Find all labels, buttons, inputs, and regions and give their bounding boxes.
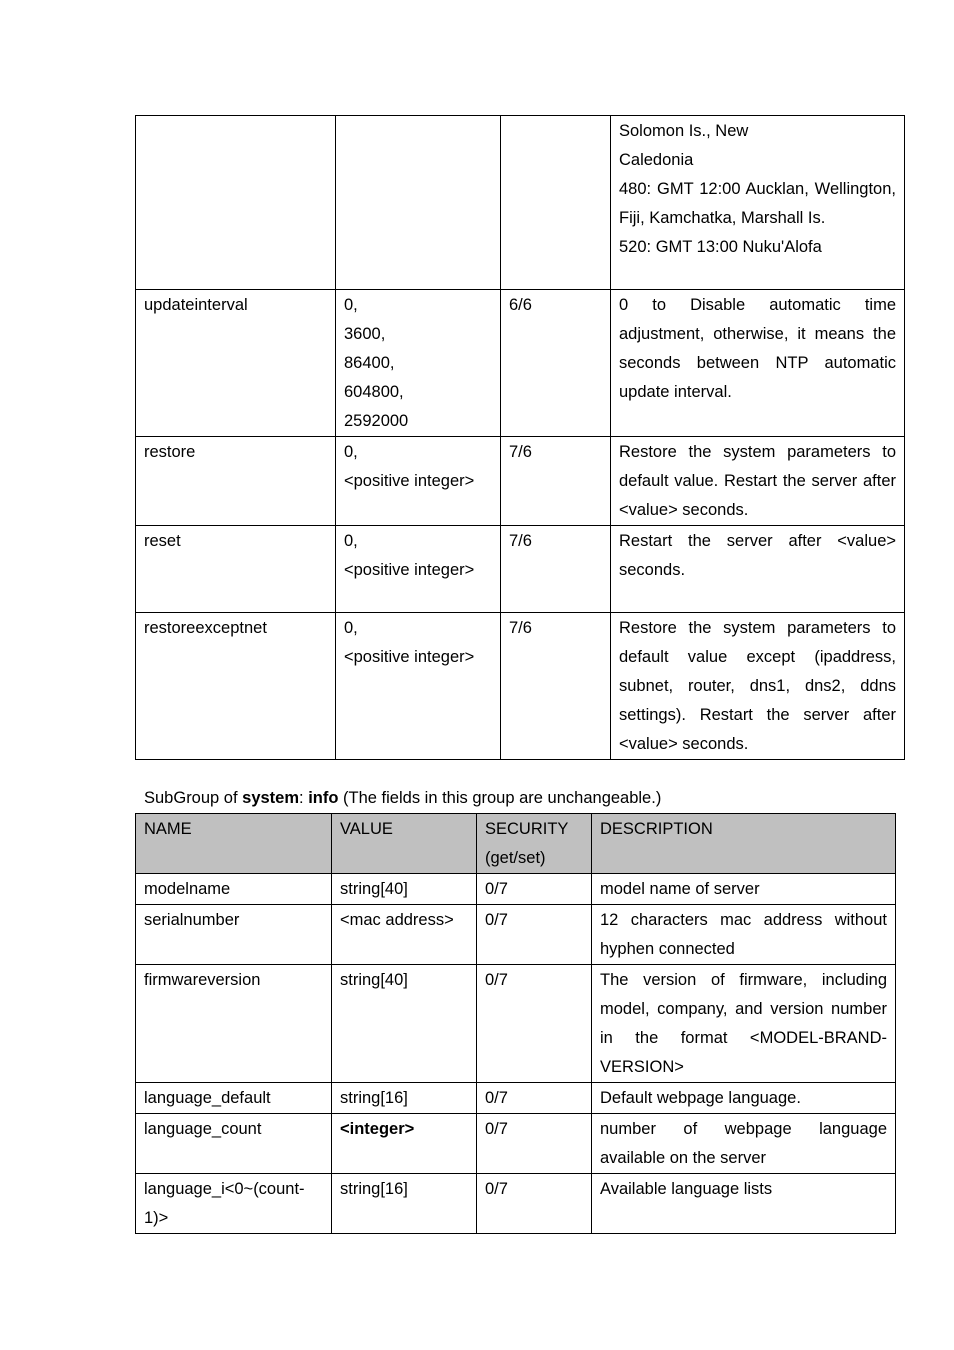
caption-group: system bbox=[242, 789, 300, 807]
name-cell: firmwareversion bbox=[136, 965, 332, 1083]
name-cell: reset bbox=[136, 526, 336, 613]
table-row bbox=[136, 1174, 896, 1234]
name-cell: modelname bbox=[136, 874, 332, 905]
table-row bbox=[136, 1114, 896, 1174]
table-row bbox=[136, 1083, 896, 1114]
table-row bbox=[136, 874, 896, 905]
name-cell: language_default bbox=[136, 1083, 332, 1114]
description-cell: Restore the system parameters to default value. Restart the server after <value> seconds. bbox=[611, 437, 905, 526]
value-cell bbox=[336, 437, 501, 526]
value-cell: string[40] bbox=[332, 965, 477, 1083]
table-row bbox=[136, 437, 905, 526]
caption-prefix: SubGroup of bbox=[144, 789, 243, 807]
value-line: <positive integer> bbox=[344, 561, 475, 579]
security-cell: 0/7 bbox=[477, 965, 592, 1083]
value-line: <positive integer> bbox=[344, 472, 475, 490]
value-cell: string[16] bbox=[332, 1174, 477, 1234]
system-parameters-table bbox=[135, 115, 905, 760]
description-line: Caledonia bbox=[619, 151, 694, 169]
description-paragraph: 520: GMT 13:00 Nuku'Alofa bbox=[619, 238, 822, 256]
security-cell: 0/7 bbox=[477, 905, 592, 965]
header-security: SECURITY (get/set) bbox=[477, 814, 592, 874]
name-cell bbox=[136, 116, 336, 290]
description-cell: Restore the system parameters to default value except (ipaddress, subnet, router, dns1, dns2, ddns settings). Restart the server after <value> seconds. bbox=[611, 613, 905, 760]
value-line: 604800, bbox=[344, 383, 404, 401]
value-cell: <mac address> bbox=[332, 905, 477, 965]
description-cell: number of webpage language available on the server bbox=[592, 1114, 896, 1174]
value-cell: string[40] bbox=[332, 874, 477, 905]
table-row bbox=[136, 613, 905, 760]
system-info-table bbox=[135, 813, 896, 1234]
caption-subgroup: info bbox=[308, 789, 339, 807]
description-cell: model name of server bbox=[592, 874, 896, 905]
security-cell: 7/6 bbox=[501, 526, 611, 613]
value-line: <positive integer> bbox=[344, 648, 475, 666]
description-cell: Available language lists bbox=[592, 1174, 896, 1234]
name-cell: restoreexceptnet bbox=[136, 613, 336, 760]
security-cell: 0/7 bbox=[477, 874, 592, 905]
description-line: Solomon Is., New bbox=[619, 122, 749, 140]
description-cell: The version of firmware, including model, company, and version number in the format <MODEL-BRAND-VERSION> bbox=[592, 965, 896, 1083]
value-line: 2592000 bbox=[344, 412, 409, 430]
value-cell bbox=[336, 290, 501, 437]
table-row bbox=[136, 965, 896, 1083]
security-cell: 0/7 bbox=[477, 1114, 592, 1174]
description-cell: 0 to Disable automatic time adjustment, otherwise, it means the seconds between NTP automatic update interval. bbox=[611, 290, 905, 437]
description-paragraph: 480: GMT 12:00 Aucklan, Wellington, Fiji, Kamchatka, Marshall Is. bbox=[619, 180, 896, 227]
name-cell: restore bbox=[136, 437, 336, 526]
header-name: NAME bbox=[136, 814, 332, 874]
value-line: 86400, bbox=[344, 354, 395, 372]
security-cell: 0/7 bbox=[477, 1174, 592, 1234]
table-row bbox=[136, 526, 905, 613]
caption-suffix: (The fields in this group are unchangeable.) bbox=[338, 789, 662, 807]
description-cell: 12 characters mac address without hyphen connected bbox=[592, 905, 896, 965]
security-cell: 6/6 bbox=[501, 290, 611, 437]
header-description: DESCRIPTION bbox=[592, 814, 896, 874]
description-cell: Default webpage language. bbox=[592, 1083, 896, 1114]
value-line: 0, bbox=[344, 532, 358, 550]
description-cell bbox=[611, 116, 905, 290]
value-line: 3600, bbox=[344, 325, 386, 343]
value-cell bbox=[336, 613, 501, 760]
table-row bbox=[136, 905, 896, 965]
value-cell: string[16] bbox=[332, 1083, 477, 1114]
value-line: 0, bbox=[344, 296, 358, 314]
value-line: 0, bbox=[344, 443, 358, 461]
name-cell: language_i<0~(count-1)> bbox=[136, 1174, 332, 1234]
caption-separator: : bbox=[299, 789, 309, 807]
name-cell: updateinterval bbox=[136, 290, 336, 437]
table-row bbox=[136, 290, 905, 437]
header-value: VALUE bbox=[332, 814, 477, 874]
value-line: 0, bbox=[344, 619, 358, 637]
subgroup-caption bbox=[144, 785, 661, 811]
description-cell: Restart the server after <value> seconds. bbox=[611, 526, 905, 613]
name-cell: serialnumber bbox=[136, 905, 332, 965]
security-cell: 7/6 bbox=[501, 613, 611, 760]
security-cell bbox=[501, 116, 611, 290]
value-cell: <integer> bbox=[332, 1114, 477, 1174]
value-cell bbox=[336, 526, 501, 613]
table-row bbox=[136, 116, 905, 290]
security-cell: 0/7 bbox=[477, 1083, 592, 1114]
table-header-row bbox=[136, 814, 896, 874]
security-cell: 7/6 bbox=[501, 437, 611, 526]
value-cell bbox=[336, 116, 501, 290]
name-cell: language_count bbox=[136, 1114, 332, 1174]
